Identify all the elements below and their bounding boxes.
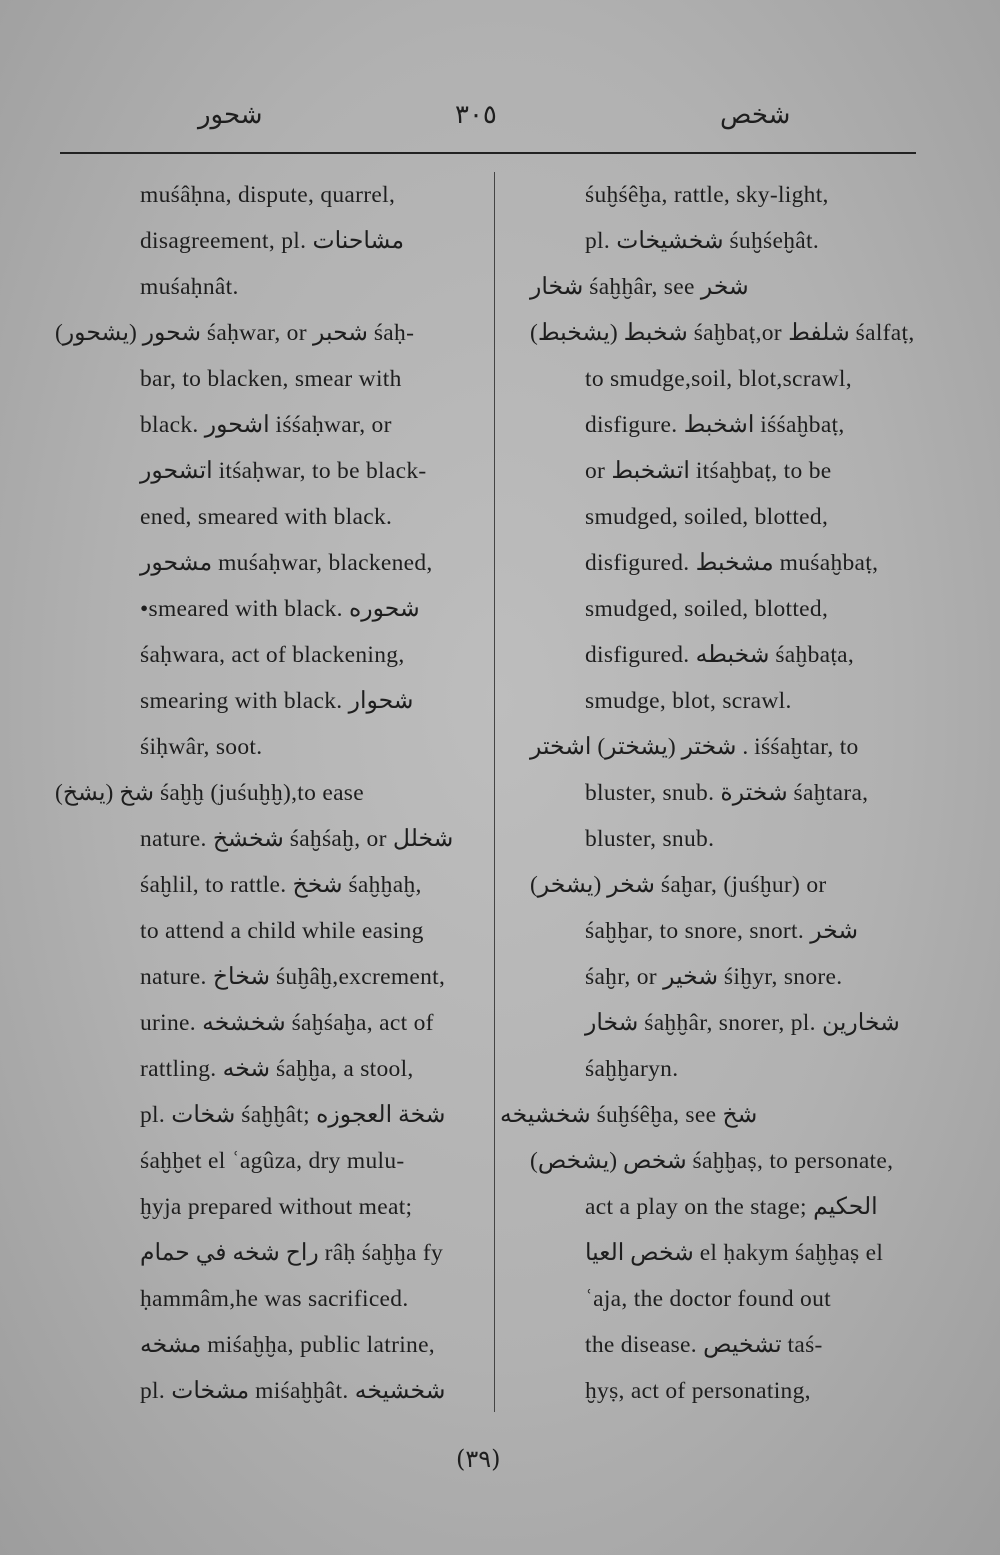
text-line: ened, smeared with black. [140, 504, 393, 530]
left-column [55, 172, 485, 1414]
text-line: pl. شخشيخات śuḫśeḫât. [585, 228, 819, 254]
text-line: śaḥwara, act of blackening, [140, 642, 405, 668]
page-number: ٣٠٥ [455, 100, 497, 130]
text-line: to attend a child while easing [140, 918, 424, 944]
text-line: راح شخه في حمام râḥ śaḫḫa fy [140, 1240, 444, 1266]
entry-headline: شخ (يشخ) śaḫḫ (juśuḫḫ),to ease [55, 780, 364, 806]
text-line: act a play on the stage; الحكيم [585, 1194, 878, 1220]
text-line: nature. شخاخ śuḫâḫ,excrement, [140, 964, 446, 990]
text-line: disfigured. مشخبط muśaḫbaṭ, [585, 550, 879, 576]
text-line: śaḫlil, to rattle. شخخ śaḫḫaḫ, [140, 872, 422, 898]
running-head-left: شحور [198, 100, 263, 130]
text-line: pl. مشخات miśaḫḫât. شخشيخه [140, 1378, 446, 1404]
text-line: śaḫḫar, to snore, snort. شخر [585, 918, 859, 944]
text-line: اتشحور itśaḥwar, to be black- [140, 458, 427, 484]
text-line: bar, to blacken, smear with [140, 366, 402, 392]
text-line: bluster, snub. [585, 826, 715, 852]
entry-headline: شخر (يشخر) śaḫar, (juśḫur) or [530, 872, 827, 898]
text-line: ḫyṣ, act of personating, [585, 1378, 811, 1404]
text-line: disfigured. شخبطه śaḫbaṭa, [585, 642, 855, 668]
running-head-right: شخص [720, 100, 791, 130]
text-line: مشخه miśaḫḫa, public latrine, [140, 1332, 435, 1358]
right-column [500, 172, 925, 1414]
text-line: smearing with black. شحوار [140, 688, 414, 714]
text-line: smudge, blot, scrawl. [585, 688, 792, 714]
entry-headline: شختر (يشختر) اشختر . iśśaḫtar, to [530, 734, 859, 760]
text-line: the disease. تشخيص taś- [585, 1332, 823, 1358]
text-line: disagreement, pl. مشاحنات [140, 228, 405, 254]
text-line: śaḫḫaryn. [585, 1056, 679, 1082]
entry-headline: شخار śaḫḫâr, see شخر [530, 274, 749, 300]
text-line: pl. شخات śaḫḫât; شخة العجوزه [140, 1102, 446, 1128]
header-rule [60, 152, 916, 154]
text-line: muśâḥna, dispute, quarrel, [140, 182, 396, 208]
text-line: مشحور muśaḥwar, blackened, [140, 550, 433, 576]
column-divider [494, 172, 495, 1412]
text-line: ḫyja prepared without meat; [140, 1194, 413, 1220]
text-line: rattling. شخه śaḫḫa, a stool, [140, 1056, 414, 1082]
text-line: to smudge,soil, blot,scrawl, [585, 366, 852, 392]
entry-headline: شخص (يشخص) śaḫḫaṣ, to personate, [530, 1148, 894, 1174]
text-line: ḥammâm,he was sacrificed. [140, 1286, 409, 1312]
text-line: شخص العيا el ḥakym śaḫḫaṣ el [585, 1240, 884, 1266]
entry-headline: شخشيخه śuḫśêḫa, see شخ [500, 1102, 758, 1128]
text-line: nature. شخشخ śaḫśaḫ, or شخلل [140, 826, 454, 852]
text-line: smudged, soiled, blotted, [585, 504, 829, 530]
text-line: disfigure. اشخبط iśśaḫbaṭ, [585, 412, 845, 438]
entry-headline: شحور (يشحور) śaḥwar, or شحبر śaḥ- [55, 320, 415, 346]
sheet-number: (٣٩) [456, 1445, 501, 1473]
text-line: śaḫḫet el ʿagûza, dry mulu- [140, 1148, 405, 1174]
text-line: śiḥwâr, soot. [140, 734, 263, 760]
text-line: smudged, soiled, blotted, [585, 596, 829, 622]
text-line: شخار śaḫḫâr, snorer, pl. شخارين [585, 1010, 900, 1036]
text-line: black. اشحور iśśaḥwar, or [140, 412, 392, 438]
text-line: śuḫśêḫa, rattle, sky-light, [585, 182, 829, 208]
text-line: or اتشخبط itśaḫbaṭ, to be [585, 458, 832, 484]
text-line: śaḫr, or شخير śiḫyr, snore. [585, 964, 843, 990]
text-line: bluster, snub. شخترة śaḫtara, [585, 780, 869, 806]
text-line: ʿaja, the doctor found out [585, 1286, 831, 1312]
text-line: muśaḥnât. [140, 274, 239, 300]
text-line: urine. شخشخه śaḫśaḫa, act of [140, 1010, 434, 1036]
text-line: •smeared with black. شحوره [140, 596, 420, 622]
entry-headline: شخبط (يشخبط) śaḫbaṭ,or شلفط śalfaṭ, [530, 320, 915, 346]
